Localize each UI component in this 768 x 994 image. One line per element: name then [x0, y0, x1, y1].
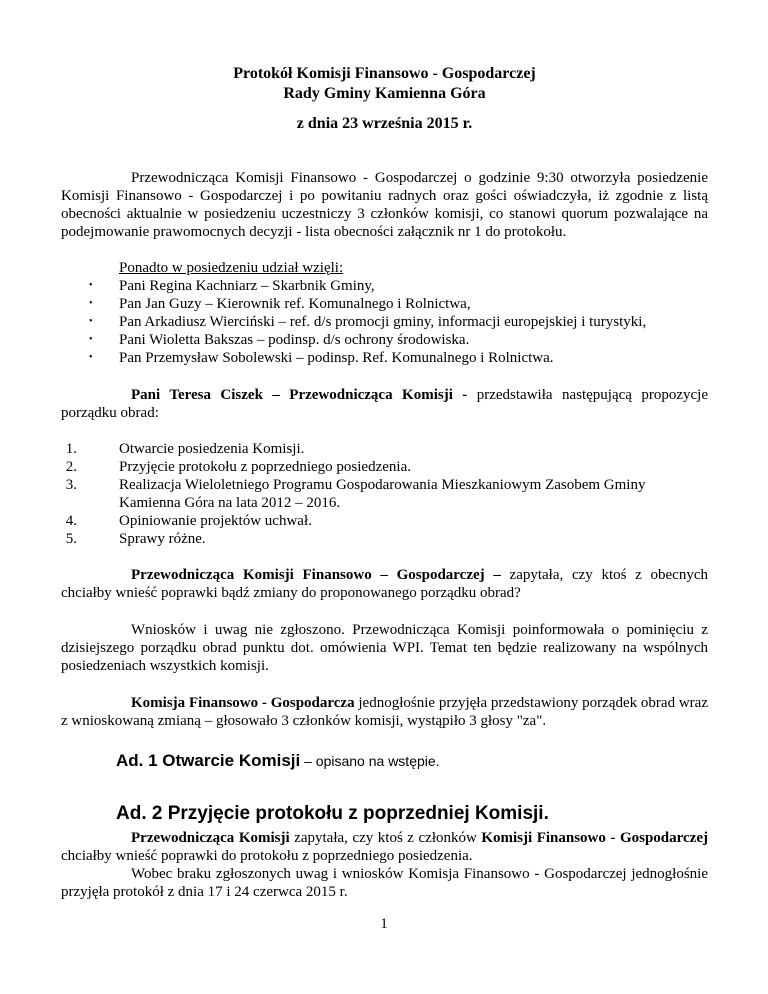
- agenda-item: 4. Opiniowanie projektów uchwał.: [65, 513, 312, 529]
- title-line-1: Protokół Komisji Finansowo - Gospodarczej: [233, 65, 536, 82]
- agenda-list: [61, 440, 708, 548]
- question-paragraph: Przewodnicząca Komisji Finansowo – Gospodarczej – zapytała, czy ktoś z obecnych chciałby wnieść poprawki bądź zmiany do proponowanego porządku obrad?: [61, 567, 708, 601]
- bullet-icon: •: [89, 298, 93, 309]
- title-line-2: Rady Gminy Kamienna Góra: [283, 85, 486, 102]
- ad1-note: – opisano na wstępie.: [300, 753, 440, 769]
- ad2-paragraph-1: Przewodnicząca Komisji zapytała, czy ktoś z członków Komisji Finansowo - Gospodarczej chciałby wnieść poprawki do protokołu z poprzedniego posiedzenia.: [61, 830, 708, 864]
- title-date: z dnia 23 września 2015 r.: [296, 115, 473, 132]
- ad2-paragraph-2: Wobec braku zgłoszonych uwag i wniosków Komisja Finansowo - Gospodarczej jednogłośnie przyjęła protokół z dnia 17 i 24 czerwca 2015 r.: [61, 866, 708, 900]
- agenda-item: 3. Realizacja Wieloletniego Programu Gospodarowania Mieszkaniowym Zasobem Gminy Kamienna Góra na lata 2012 – 2016.: [65, 477, 646, 511]
- bullet-icon: •: [89, 316, 93, 327]
- ad1-title: Ad. 1 Otwarcie Komisji: [116, 751, 301, 770]
- bullet-icon: •: [89, 280, 93, 291]
- bullet-icon: •: [89, 334, 93, 345]
- guest-item: • Pani Regina Kachniarz – Skarbnik Gminy,: [89, 278, 375, 294]
- guest-item: • Pan Przemysław Sobolewski – podinsp. Ref. Komunalnego i Rolnictwa.: [89, 350, 554, 366]
- ad1-heading: [61, 752, 708, 771]
- guests-heading: Ponadto w posiedzeniu udział wzięli:: [119, 260, 344, 276]
- no-motions-paragraph: Wniosków i uwag nie zgłoszono. Przewodnicząca Komisji poinformowała o pominięciu z dzisiejszego porządku obrad punktu dot. omówienia WPI. Temat ten będzie realizowany na wspólnych posiedzeniach wszystkich komisji.: [61, 622, 708, 674]
- guest-item: • Pan Jan Guzy – Kierownik ref. Komunalnego i Rolnictwa,: [89, 296, 471, 312]
- guest-item: • Pani Wioletta Bakszas – podinsp. d/s ochrony środowiska.: [89, 332, 470, 348]
- guests-section: [89, 259, 708, 367]
- proposal-speaker: Pani Teresa Ciszek – Przewodnicząca Komisji -: [131, 387, 468, 403]
- intro-paragraph: Przewodnicząca Komisji Finansowo - Gospodarczej o godzinie 9:30 otworzyła posiedzenie Komisji Finansowo - Gospodarczej i po powitaniu radnych oraz gości oświadczyła, iż zgodnie z listą obecności aktualnie w posiedzeniu uczestniczy 3 członków komisji, co stanowi quorum pozwalające na podejmowanie prawomocnych decyzji - lista obecności załącznik nr 1 do protokołu.: [61, 170, 708, 240]
- question-speaker: Przewodnicząca Komisji Finansowo – Gospodarczej –: [131, 567, 501, 583]
- vote-paragraph: Komisja Finansowo - Gospodarcza jednogłośnie przyjęła przedstawiony porządek obrad wraz z wnioskowaną zmianą – głosowało 3 członków komisji, wystąpiło 3 głosy "za".: [61, 695, 708, 729]
- vote-subject: Komisja Finansowo - Gospodarcza: [131, 695, 355, 711]
- page-number: 1: [380, 916, 388, 932]
- bullet-icon: •: [89, 352, 93, 363]
- ad2-heading: Ad. 2 Przyjęcie protokołu z poprzedniej Komisji.: [116, 803, 549, 824]
- agenda-item: 1. Otwarcie posiedzenia Komisji.: [65, 441, 305, 457]
- document-title: [61, 64, 708, 134]
- guests-list: [89, 277, 708, 367]
- agenda-item: 5. Sprawy różne.: [65, 531, 206, 547]
- guest-item: • Pan Arkadiusz Wierciński – ref. d/s promocji gminy, informacji europejskiej i turystyki,: [89, 314, 647, 330]
- document-page: [61, 64, 708, 901]
- agenda-item: 2. Przyjęcie protokołu z poprzedniego posiedzenia.: [65, 459, 411, 475]
- proposal-paragraph: Pani Teresa Ciszek – Przewodnicząca Komisji - przedstawiła następującą propozycje porządku obrad:: [61, 387, 708, 421]
